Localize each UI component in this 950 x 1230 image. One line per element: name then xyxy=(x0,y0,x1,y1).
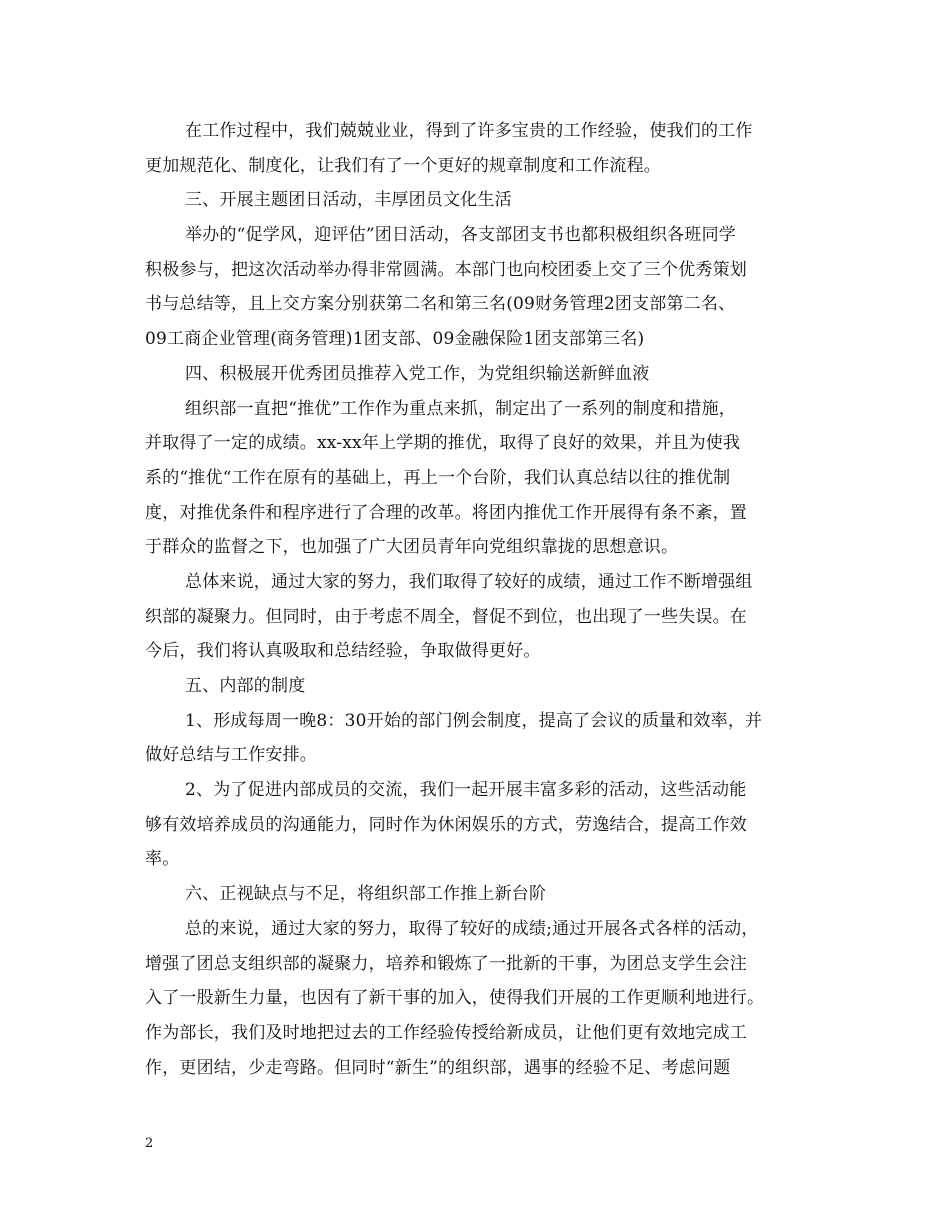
page-number: 2 xyxy=(145,1136,154,1151)
text-line: 织部的凝聚力。但同时，由于考虑不周全，督促不到位，也出现了一些失误。在 xyxy=(145,606,747,627)
text-line: 增强了团总支组织部的凝聚力，培养和锻炼了一批新的干事，为团总支学生会注 xyxy=(145,953,747,974)
text-line: 今后，我们将认真吸取和总结经验，争取做得更好。 xyxy=(145,641,541,662)
text-line: 总体来说，通过大家的努力，我们取得了较好的成绩，通过工作不断增强组 xyxy=(185,571,753,592)
text-line: 三、开展主题团日活动，丰厚团员文化生活 xyxy=(185,190,512,211)
text-line: 率。 xyxy=(145,849,180,870)
text-line: 于群众的监督之下，也加强了广大团员青年向党组织靠拢的思想意识。 xyxy=(145,537,679,558)
text-line: 入了一股新生力量，也因有了新干事的加入，使得我们开展的工作更顺利地进行。 xyxy=(145,988,765,1009)
text-line: 系的“推优“工作在原有的基础上，再上一个台阶，我们认真总结以往的推优制 xyxy=(145,467,731,488)
text-line: 09工商企业管理(商务管理)1团支部、09金融保险1团支部第三名) xyxy=(145,329,645,350)
document-body xyxy=(145,114,815,1085)
text-line: 2、为了促进内部成员的交流，我们一起开展丰富多彩的活动，这些活动能 xyxy=(185,780,747,801)
text-line: 举办的“促学风，迎评估”团日活动，各支部团支书也都积极组织各班同学 xyxy=(185,225,736,246)
text-line: 总的来说，通过大家的努力，取得了较好的成绩;通过开展各式各样的活动， xyxy=(185,918,759,939)
text-line: 度，对推优条件和程序进行了合理的改革。将团内推优工作开展得有条不紊，置 xyxy=(145,502,747,523)
text-line: 做好总结与工作安排。 xyxy=(145,745,317,766)
text-line: 作为部长，我们及时地把过去的工作经验传授给新成员，让他们更有效地完成工 xyxy=(145,1022,747,1043)
text-line: 作，更团结，少走弯路。但同时“新生”的组织部，遇事的经验不足、考虑问题 xyxy=(145,1057,731,1078)
text-line: 并取得了一定的成绩。xx-xx年上学期的推优，取得了良好的效果，并且为使我 xyxy=(145,433,741,454)
text-line: 1、形成每周一晚8：30开始的部门例会制度，提高了会议的质量和效率，并 xyxy=(185,710,763,731)
text-line: 够有效培养成员的沟通能力，同时作为休闲娱乐的方式，劳逸结合，提高工作效 xyxy=(145,814,747,835)
text-line: 在工作过程中，我们兢兢业业，得到了许多宝贵的工作经验，使我们的工作 xyxy=(185,121,753,141)
text-line: 积极参与，把这次活动举办得非常圆满。本部门也向校团委上交了三个优秀策划 xyxy=(145,259,747,280)
text-line: 书与总结等，且上交方案分别获第二名和第三名(09财务管理2团支部第二名、 xyxy=(145,294,736,315)
text-line: 六、正视缺点与不足，将组织部工作推上新台阶 xyxy=(185,884,547,905)
text-line: 更加规范化、制度化，让我们有了一个更好的规章制度和工作流程。 xyxy=(145,155,661,176)
text-line: 组织部一直把“推优”工作作为重点来抓，制定出了一系列的制度和措施， xyxy=(185,398,736,419)
text-line: 四、积极展开优秀团员推荐入党工作，为党组织输送新鲜血液 xyxy=(185,363,650,384)
text-line: 五、内部的制度 xyxy=(185,676,306,696)
